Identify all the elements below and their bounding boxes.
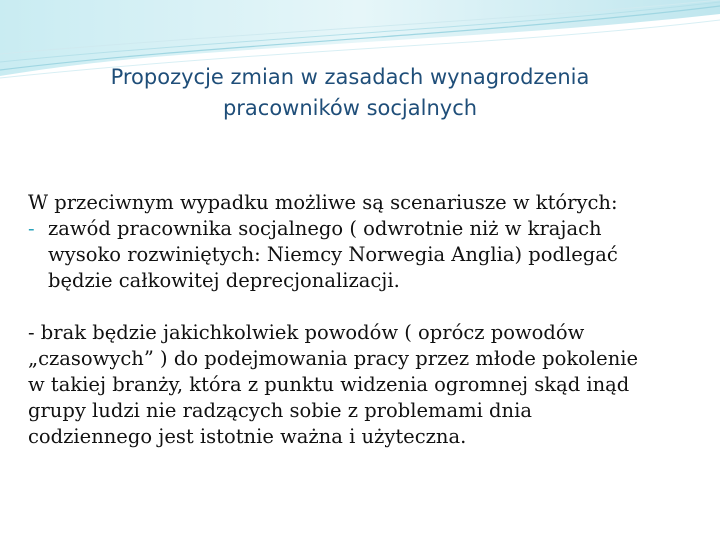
intro-line: W przeciwnym wypadku możliwe są scenariusze w których: — [28, 191, 618, 214]
para2-line-2: „czasowych” ) do podejmowania pracy przez młode pokolenie — [28, 347, 639, 370]
slide-body — [28, 190, 698, 450]
para2-line-4: grupy ludzi nie radzących sobie z problemami dnia — [28, 399, 532, 422]
bullet-line-1 — [28, 216, 698, 242]
bullet-dash: - — [28, 217, 35, 240]
para2-line-1: - brak będzie jakichkolwiek powodów ( oprócz powodów — [28, 321, 585, 344]
bullet-line-2: wysoko rozwiniętych: Niemcy Norwegia Anglia) podlegać — [48, 243, 618, 266]
title-line-2: pracowników socjalnych — [222, 96, 478, 120]
para2-line-5: codziennego jest istotnie ważna i użyteczna. — [28, 425, 467, 448]
bullet-line-3: będzie całkowitej deprecjonalizacji. — [48, 269, 400, 292]
paragraph-gap — [28, 294, 698, 320]
bullet-line-1-text: zawód pracownika socjalnego ( odwrotnie niż w krajach — [48, 217, 602, 240]
slide-title — [0, 62, 700, 124]
para2-line-3: w takiej branży, która z punktu widzenia ogromnej skąd inąd — [28, 373, 630, 396]
title-line-1: Propozycje zmian w zasadach wynagrodzenia — [110, 65, 590, 89]
